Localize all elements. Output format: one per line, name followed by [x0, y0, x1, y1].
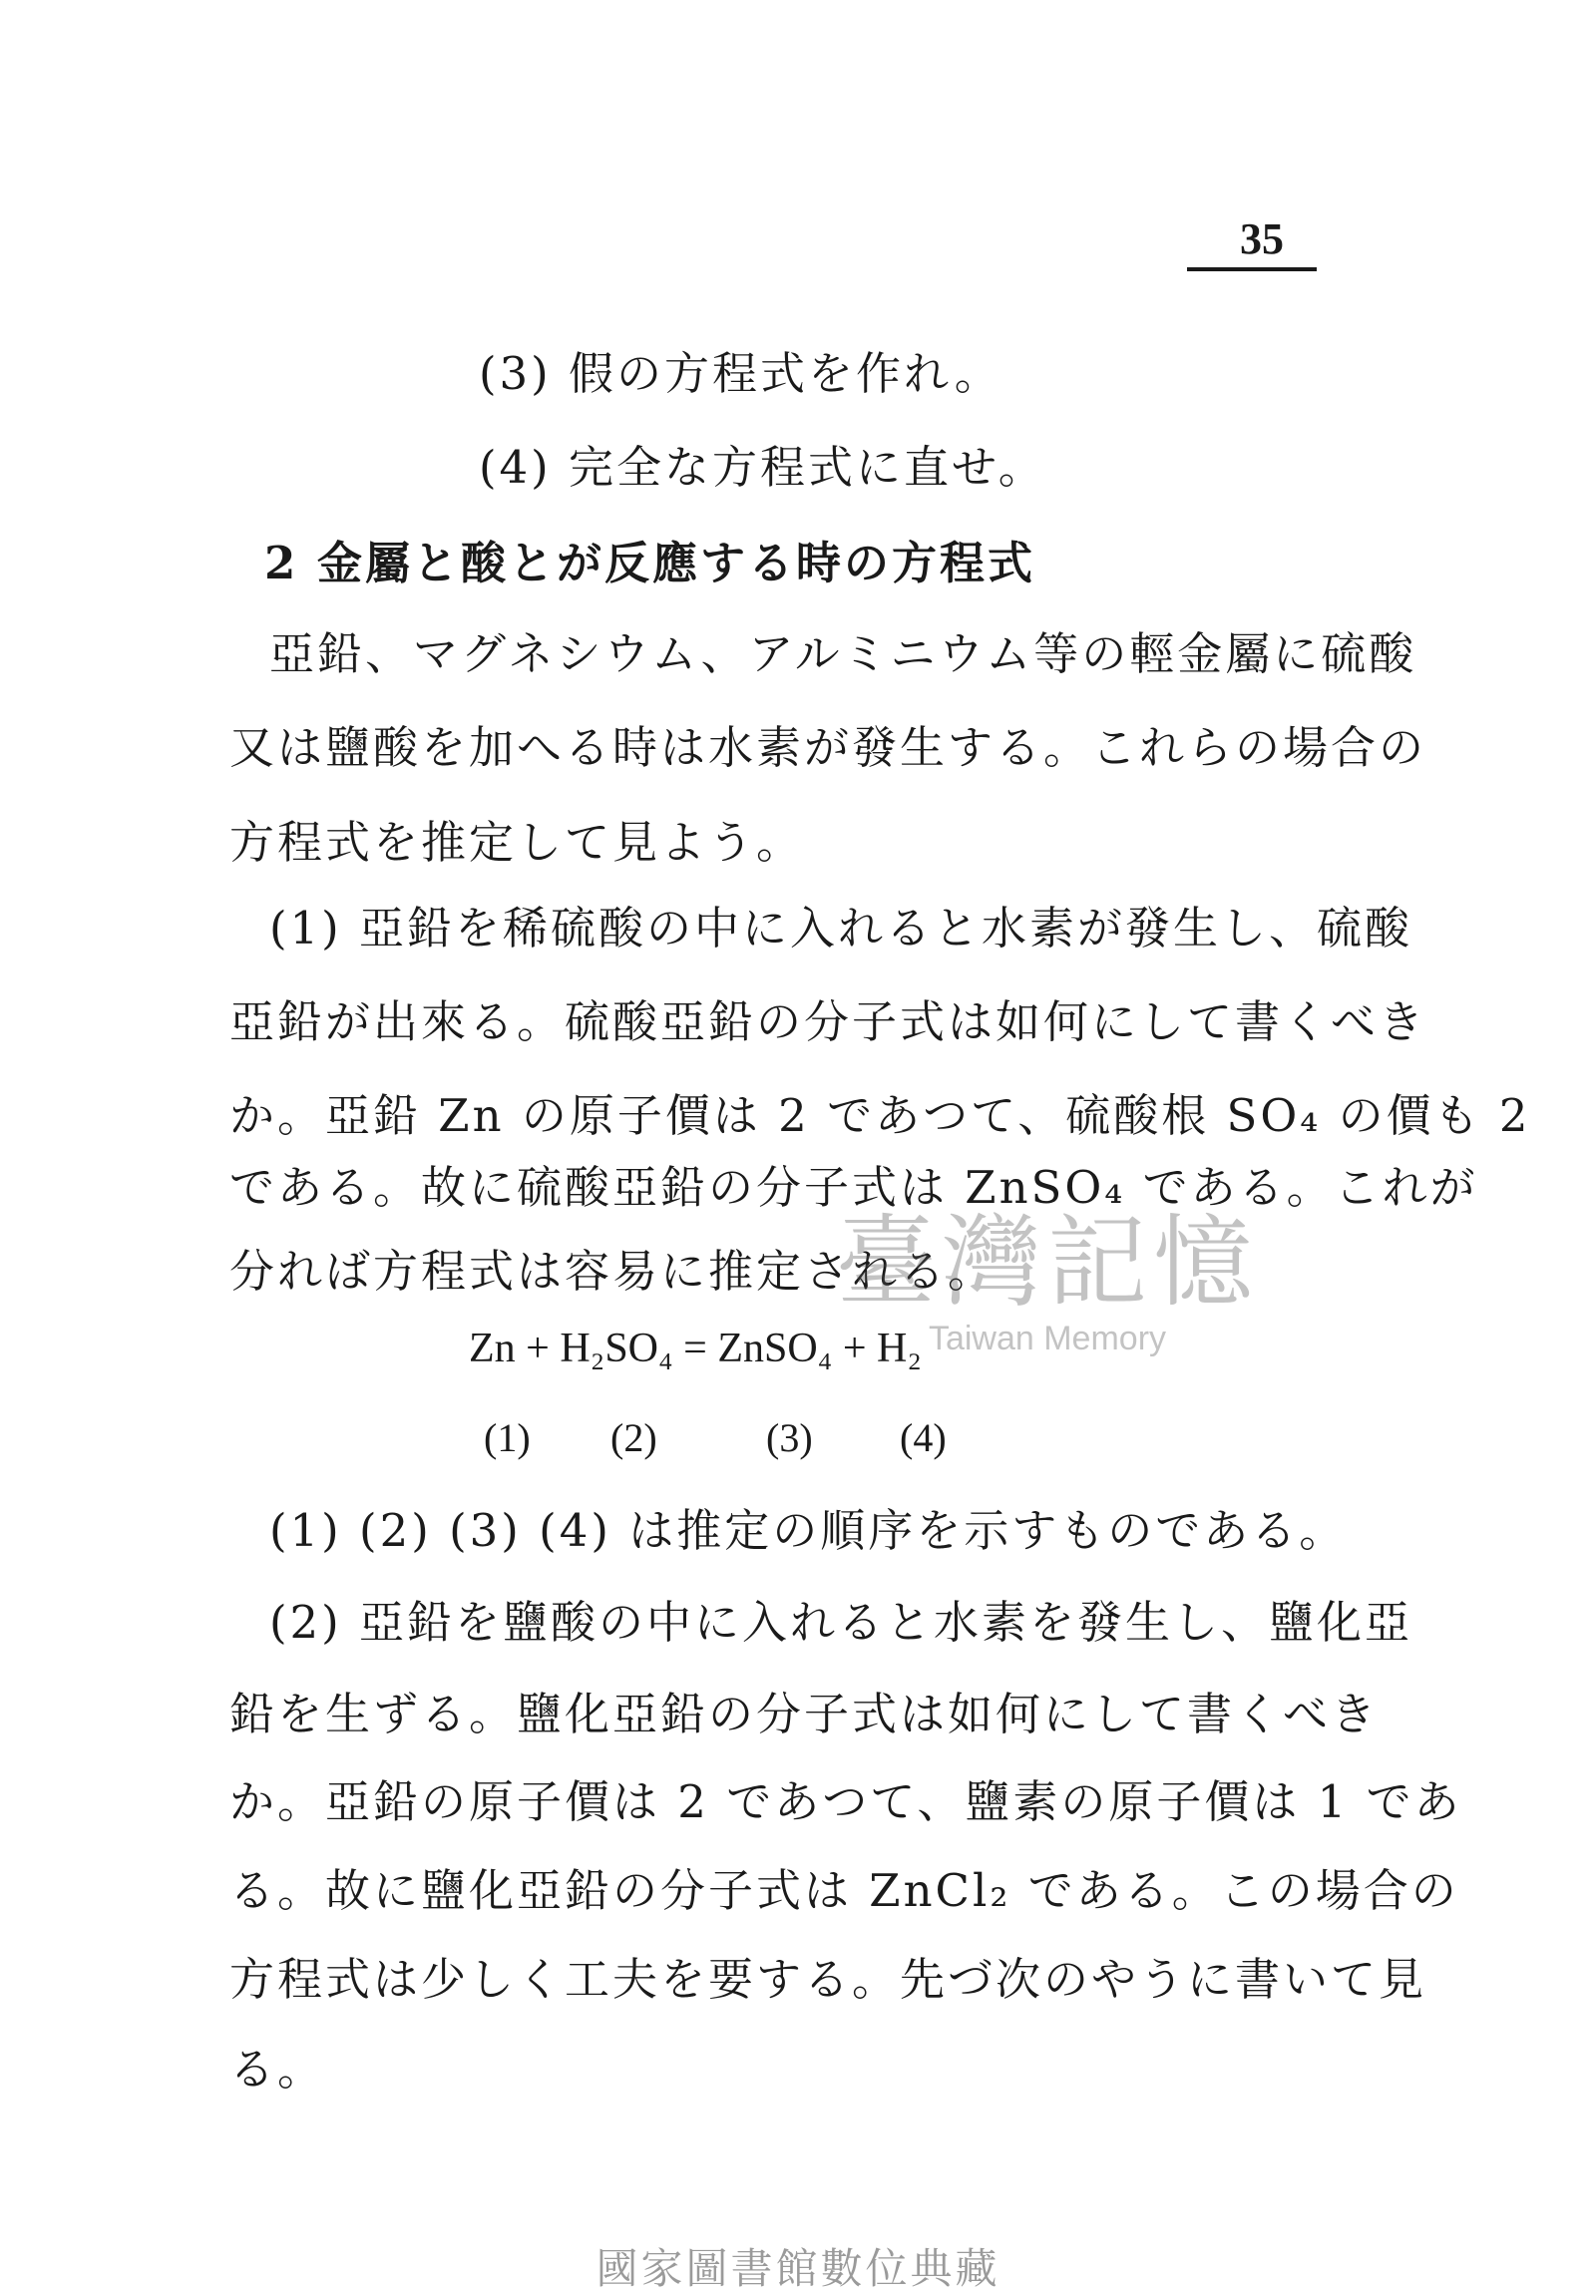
- paragraph-line: 方程式は少しく工夫を要する。先づ次のやうに書いて見: [229, 1953, 1427, 2006]
- paragraph-line: 又は鹽酸を加へる時は水素が發生する。これらの場合の: [229, 721, 1427, 774]
- paragraph-line: か。亞鉛 Zn の原子價は 2 であつて、硫酸根 SO₄ の價も 2: [229, 1089, 1531, 1142]
- paragraph-line: る。: [229, 2043, 326, 2096]
- list-item-4: (4) 完全な方程式に直せ。: [479, 441, 1046, 494]
- paragraph-line: か。亞鉛の原子價は 2 であつて、鹽素の原子價は 1 であ: [229, 1775, 1462, 1828]
- paragraph-line: である。故に硫酸亞鉛の分子式は ZnSO₄ である。これが: [229, 1161, 1478, 1214]
- paragraph-line: 鉛を生ずる。鹽化亞鉛の分子式は如何にして書くべき: [229, 1688, 1380, 1740]
- paragraph-line: 亞鉛、マグネシウム、アルミニウム等の輕金屬に硫酸: [269, 627, 1417, 680]
- paragraph-line: (1) (2) (3) (4) は推定の順序を示すものである。: [269, 1504, 1348, 1557]
- chemical-equation: Zn + H₂SO₄ = ZnSO₄ + H₂: [469, 1326, 922, 1371]
- equation-step-labels: [0, 1414, 1596, 1464]
- paragraph-line: る。故に鹽化亞鉛の分子式は ZnCl₂ である。この場合の: [229, 1864, 1459, 1917]
- paragraph-line: (2) 亞鉛を鹽酸の中に入れると水素を發生し、鹽化亞: [269, 1596, 1413, 1649]
- footer-credit: 國家圖書館數位典藏: [596, 2244, 1000, 2293]
- paragraph-line: 亞鉛が出來る。硫酸亞鉛の分子式は如何にして書くべき: [229, 995, 1427, 1048]
- section-heading: 2 金屬と酸とが反應する時の方程式: [264, 537, 1035, 589]
- page-number: 35: [1240, 214, 1284, 263]
- equation-step-3: (3): [766, 1415, 813, 1460]
- page-number-rule: [1187, 267, 1317, 271]
- list-item-3: (3) 假の方程式を作れ。: [479, 347, 1002, 400]
- watermark: [798, 1182, 1297, 1358]
- paragraph-line: (1) 亞鉛を稀硫酸の中に入れると水素が發生し、硫酸: [269, 902, 1413, 955]
- paragraph-line: 分れば方程式は容易に推定される。: [229, 1245, 997, 1298]
- equation-step-1: (1): [484, 1415, 531, 1460]
- paragraph-line: 方程式を推定して見よう。: [229, 816, 805, 869]
- equation-step-2: (2): [610, 1415, 657, 1460]
- watermark-en: Taiwan Memory: [928, 1320, 1167, 1357]
- equation-step-4: (4): [900, 1415, 947, 1460]
- watermark-cjk: 臺灣記憶: [836, 1204, 1259, 1321]
